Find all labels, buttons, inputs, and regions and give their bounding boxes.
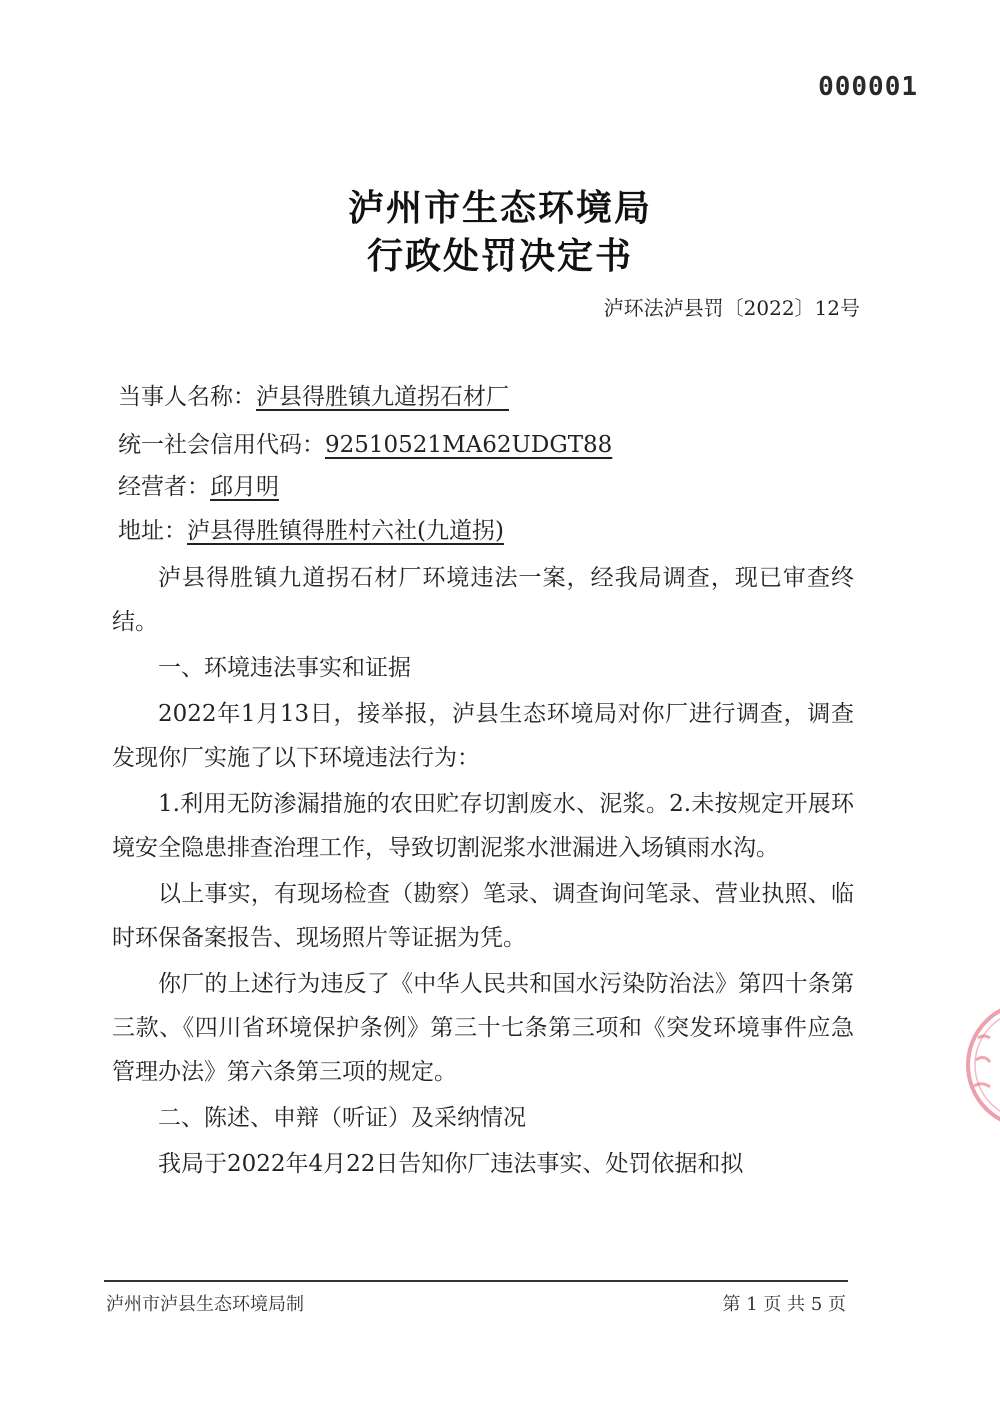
address-row [118,512,504,545]
operator-row [118,468,279,501]
intro-paragraph: 泸县得胜镇九道拐石材厂环境违法一案，经我局调查，现已审查终结。 [112,565,854,635]
section1-paragraph-2: 1.利用无防渗漏措施的农田贮存切割废水、泥浆。2.未按规定开展环境安全隐患排查治理工作，导致切割泥浆水泄漏进入场镇雨水沟。 [112,791,854,861]
document-title-line2: 行政处罚决定书 [366,236,633,277]
address-label: 地址： [118,518,187,544]
party-name-label: 当事人名称： [118,384,256,410]
section2-heading: 二、陈述、申辩（听证）及采纳情况 [158,1105,526,1131]
operator-value: 邱月明 [210,474,279,500]
section1-paragraph-4: 你厂的上述行为违反了《中华人民共和国水污染防治法》第四十条第三款、《四川省环境保护条例》第三十七条第三项和《突发环境事件应急管理办法》第六条第三项的规定。 [112,971,854,1085]
footer-issuer: 泸州市泸县生态环境局制 [106,1294,304,1315]
official-seal-icon [950,990,1000,1140]
credit-code-row [118,426,612,459]
section1-paragraph-3: 以上事实，有现场检查（勘察）笔录、调查询问笔录、营业执照、临时环保备案报告、现场照片等证据为凭。 [112,881,854,951]
footer-divider [104,1280,848,1282]
address-value: 泸县得胜镇得胜村六社(九道拐) [187,518,504,544]
section2-paragraph-1: 我局于2022年4月22日告知你厂违法事实、处罚依据和拟 [158,1151,744,1177]
footer-page-number: 第 1 页 共 5 页 [722,1294,846,1315]
credit-code-value: 92510521MA62UDGT88 [325,432,613,458]
operator-label: 经营者： [118,474,210,500]
document-number: 泸环法泸县罚〔2022〕12号 [603,296,860,320]
section1-heading: 一、环境违法事实和证据 [158,655,411,681]
party-name-row [118,378,509,411]
document-body [112,556,854,1188]
credit-code-label: 统一社会信用代码： [118,432,325,458]
document-title-line1: 泸州市生态环境局 [347,188,652,229]
serial-number: 000001 [818,72,918,102]
party-name-value: 泸县得胜镇九道拐石材厂 [256,384,509,410]
section1-paragraph-1: 2022年1月13日，接举报，泸县生态环境局对你厂进行调查，调查发现你厂实施了以下环境违法行为： [112,701,854,771]
